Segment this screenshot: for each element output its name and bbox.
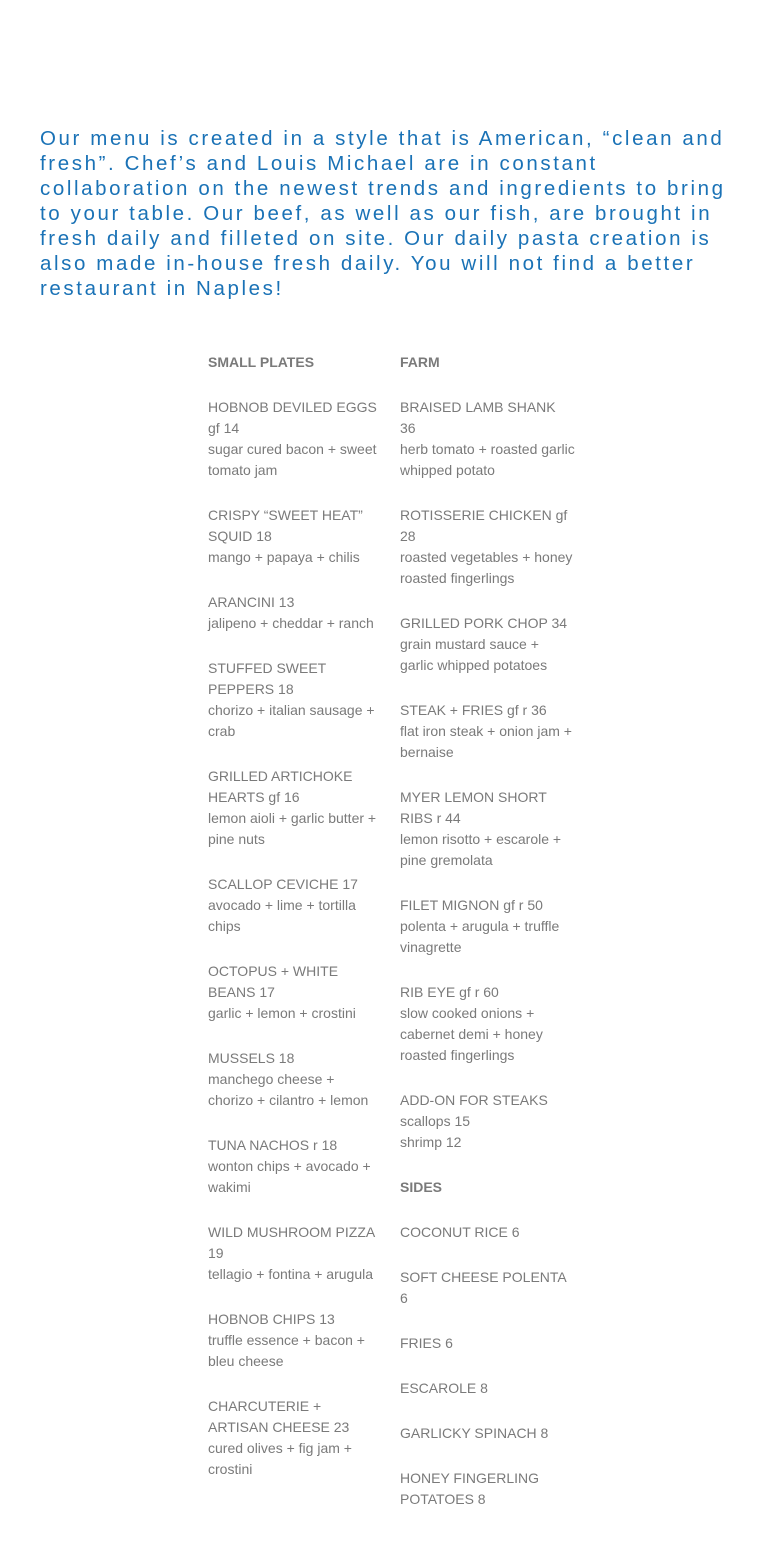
menu-item <box>400 1222 575 1243</box>
menu-item-description: cured olives + fig jam + crostini <box>208 1440 352 1477</box>
menu-item-name: CHARCUTERIE + ARTISAN CHEESE 23 <box>208 1398 350 1435</box>
addon-title: ADD-ON FOR STEAKS <box>400 1092 548 1108</box>
menu-item-name: HONEY FINGERLING POTATOES 8 <box>400 1470 539 1507</box>
menu-item-description: wonton chips + avocado + wakimi <box>208 1158 371 1195</box>
menu-item <box>400 1333 575 1354</box>
menu-item <box>400 397 575 481</box>
menu-item <box>208 1309 383 1372</box>
menu-item-name: CRISPY “SWEET HEAT” SQUID 18 <box>208 507 363 544</box>
menu-item <box>208 961 383 1024</box>
sides-list <box>400 1222 575 1510</box>
small-plates-column <box>208 352 383 1504</box>
menu-item-name: BRAISED LAMB SHANK 36 <box>400 399 556 436</box>
menu-item <box>400 787 575 871</box>
menu-item-description: tellagio + fontina + arugula <box>208 1266 374 1282</box>
menu-item-name: RIB EYE gf r 60 <box>400 984 499 1000</box>
menu-item-description: herb tomato + roasted garlic whipped potato <box>400 441 575 478</box>
farm-column <box>400 352 575 1534</box>
menu-item-name: MUSSELS 18 <box>208 1050 295 1066</box>
menu-item <box>400 700 575 763</box>
menu-item-name: OCTOPUS + WHITE BEANS 17 <box>208 963 339 1000</box>
menu-item-description: sugar cured bacon + sweet tomato jam <box>208 441 377 478</box>
small-plates-heading: SMALL PLATES <box>208 354 315 370</box>
menu-item <box>400 1267 575 1309</box>
menu-item <box>208 592 383 634</box>
menu-item <box>208 766 383 850</box>
menu-item-name: GRILLED ARTICHOKE HEARTS gf 16 <box>208 768 353 805</box>
menu-item <box>208 1048 383 1111</box>
menu-item <box>208 1222 383 1285</box>
menu-item <box>400 1378 575 1399</box>
farm-list <box>400 397 575 1066</box>
sides-heading: SIDES <box>400 1179 443 1195</box>
menu-item-name: COCONUT RICE 6 <box>400 1224 520 1240</box>
addon-line: scallops 15 <box>400 1113 471 1129</box>
menu-item-name: HOBNOB CHIPS 13 <box>208 1311 335 1327</box>
menu-item-description: garlic + lemon + crostini <box>208 1005 356 1021</box>
menu-item-description: lemon aioli + garlic butter + pine nuts <box>208 810 377 847</box>
menu-item <box>400 895 575 958</box>
menu-item-name: WILD MUSHROOM PIZZA 19 <box>208 1224 375 1261</box>
menu-item <box>400 982 575 1066</box>
menu-item-description: flat iron steak + onion jam + bernaise <box>400 723 572 760</box>
menu-item-description: manchego cheese + chorizo + cilantro + lemon <box>208 1071 369 1108</box>
menu-item <box>208 505 383 568</box>
menu-item <box>208 397 383 481</box>
menu-item <box>400 613 575 676</box>
menu-item <box>208 1396 383 1480</box>
menu-item-name: GARLICKY SPINACH 8 <box>400 1425 549 1441</box>
menu-item-description: polenta + arugula + truffle vinagrette <box>400 918 560 955</box>
menu-item-description: roasted vegetables + honey roasted fingerlings <box>400 549 573 586</box>
menu-item-name: HOBNOB DEVILED EGGS gf 14 <box>208 399 377 436</box>
menu-item-name: STUFFED SWEET PEPPERS 18 <box>208 660 326 697</box>
menu-item-name: ROTISSERIE CHICKEN gf 28 <box>400 507 568 544</box>
menu-item-description: jalipeno + cheddar + ranch <box>208 615 374 631</box>
menu-item-name: ARANCINI 13 <box>208 594 295 610</box>
menu-item-name: MYER LEMON SHORT RIBS r 44 <box>400 789 547 826</box>
menu-item <box>400 1468 575 1510</box>
menu-item <box>208 658 383 742</box>
menu-item-description: truffle essence + bacon + bleu cheese <box>208 1332 365 1369</box>
menu-item <box>208 874 383 937</box>
menu-item-name: SCALLOP CEVICHE 17 <box>208 876 358 892</box>
menu-item-name: GRILLED PORK CHOP 34 <box>400 615 568 631</box>
addon-for-steaks <box>400 1090 575 1153</box>
menu-item-name: SOFT CHEESE POLENTA 6 <box>400 1269 566 1306</box>
menu-item <box>400 1423 575 1444</box>
menu-item-name: FILET MIGNON gf r 50 <box>400 897 543 913</box>
menu-item-name: TUNA NACHOS r 18 <box>208 1137 338 1153</box>
menu-item-description: grain mustard sauce + garlic whipped potatoes <box>400 636 548 673</box>
menu-item-name: ESCAROLE 8 <box>400 1380 488 1396</box>
menu-item-description: lemon risotto + escarole + pine gremolata <box>400 831 562 868</box>
menu-item-name: STEAK + FRIES gf r 36 <box>400 702 547 718</box>
menu-intro: Our menu is created in a style that is American, “clean and fresh”. Chef’s and Louis Michael are in constant collaboration on the newest trends and ingredients to bring to your table. Our beef, as well as our fish, are brought in fresh daily and filleted on site. Our daily pasta creation is also made in-house fresh daily. You will not find a better restaurant in Naples! <box>40 127 726 300</box>
menu-item-description: mango + papaya + chilis <box>208 549 360 565</box>
menu-item-description: slow cooked onions + cabernet demi + honey roasted fingerlings <box>400 1005 543 1063</box>
menu-item <box>208 1135 383 1198</box>
farm-heading: FARM <box>400 354 440 370</box>
menu-item <box>400 505 575 589</box>
addon-line: shrimp 12 <box>400 1134 462 1150</box>
menu-item-description: chorizo + italian sausage + crab <box>208 702 375 739</box>
menu-item-description: avocado + lime + tortilla chips <box>208 897 356 934</box>
small-plates-list <box>208 397 383 1480</box>
menu-item-name: FRIES 6 <box>400 1335 453 1351</box>
